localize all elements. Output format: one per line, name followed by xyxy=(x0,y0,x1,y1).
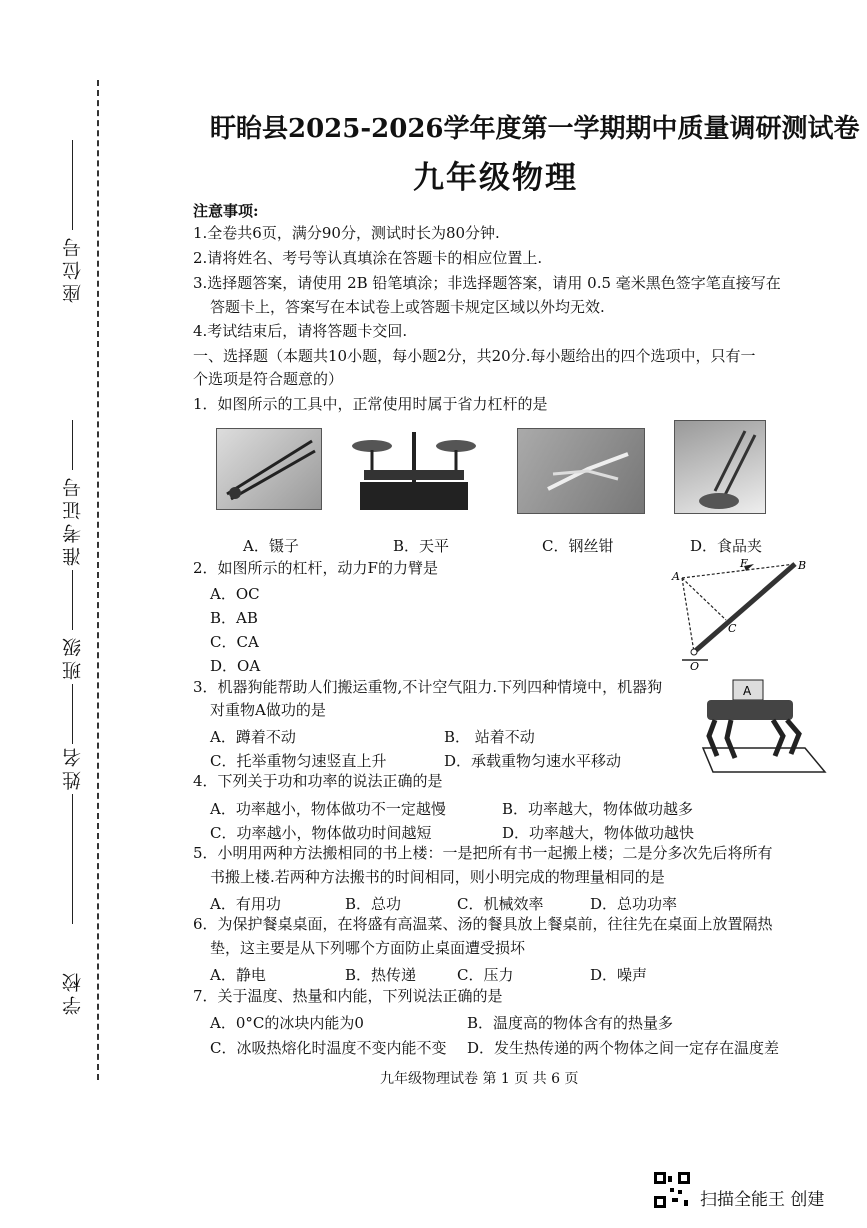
q2-option-d[interactable]: D．OA xyxy=(210,657,261,675)
pliers-image xyxy=(517,428,645,514)
label-o: O xyxy=(690,660,700,672)
tweezers-image xyxy=(216,428,322,510)
note-item: 2.请将姓名、考号等认真填涂在答题卡的相应位置上. xyxy=(193,249,543,267)
q1-stem: 1．如图所示的工具中，正常使用时属于省力杠杆的是 xyxy=(193,395,548,413)
q2-option-c[interactable]: C．CA xyxy=(210,633,259,651)
exam-subject: 九年级物理 xyxy=(413,160,578,196)
q1-option-c[interactable]: C．钢丝钳 xyxy=(542,537,614,555)
class-field[interactable] xyxy=(52,630,92,744)
box-label: A xyxy=(743,684,752,698)
seat-label: 座位号 xyxy=(61,234,84,303)
q6-option-a[interactable]: A．静电 xyxy=(210,966,266,984)
q5-stem: 5．小明用两种方法搬相同的书上楼：一是把所有书一起搬上楼；二是分多次先后将所有 xyxy=(193,844,773,862)
seat-field[interactable] xyxy=(52,140,92,307)
q2-option-a[interactable]: A．OC xyxy=(210,585,260,603)
qr-code-icon xyxy=(652,1170,692,1210)
q1-option-b[interactable]: B．天平 xyxy=(393,537,450,555)
q4-option-b[interactable]: B．功率越大，物体做功越多 xyxy=(502,800,694,818)
q3-option-d[interactable]: D．承载重物匀速水平移动 xyxy=(444,752,622,770)
q3-option-b[interactable]: B． 站着不动 xyxy=(444,728,535,746)
name-label: 姓名 xyxy=(61,744,84,790)
q2-option-b[interactable]: B．AB xyxy=(210,609,258,627)
q1-option-a[interactable]: A．镊子 xyxy=(243,537,299,555)
exam-title: 盱眙县2025-2026学年度第一学期期中质量调研测试卷 xyxy=(210,114,860,144)
scanner-watermark: 扫描全能王 创建 xyxy=(700,1190,825,1210)
school-label: 学校 xyxy=(61,969,84,1015)
note-item: 1.全卷共6页，满分90分，测试时长为80分钟. xyxy=(193,224,500,242)
q6-stem: 6．为保护餐桌桌面，在将盛有高温菜、汤的餐具放上餐桌前，往往先在桌面上放置隔热 xyxy=(193,915,773,933)
q7-option-d[interactable]: D．发生热传递的两个物体之间一定存在温度差 xyxy=(467,1039,780,1057)
q6-option-d[interactable]: D．噪声 xyxy=(590,966,648,984)
q7-option-a[interactable]: A．0°C的冰块内能为0 xyxy=(210,1014,364,1032)
q3-stem: 3．机器狗能帮助人们搬运重物,不计空气阻力.下列四种情境中，机器狗 xyxy=(193,678,663,696)
section-heading-cont: 个选项是符合题意的） xyxy=(193,370,344,388)
q5-option-d[interactable]: D．总功功率 xyxy=(590,895,678,913)
q6-option-b[interactable]: B．热传递 xyxy=(345,966,417,984)
robot-dog-image xyxy=(695,672,830,782)
label-c: C xyxy=(728,622,737,635)
q6-option-c[interactable]: C．压力 xyxy=(457,966,514,984)
q5-stem-cont: 书搬上楼.若两种方法搬书的时间相同，则小明完成的物理量相同的是 xyxy=(210,868,665,886)
q3-option-a[interactable]: A．蹲着不动 xyxy=(210,728,296,746)
q5-option-c[interactable]: C．机械效率 xyxy=(457,895,544,913)
q4-stem: 4．下列关于功和功率的说法正确的是 xyxy=(193,772,443,790)
q5-option-b[interactable]: B．总功 xyxy=(345,895,402,913)
label-b: B xyxy=(798,559,807,572)
balance-image xyxy=(350,426,478,514)
note-item: 4.考试结束后，请将答题卡交回. xyxy=(193,322,408,340)
note-item: 3.选择题答案，请使用 2B 铅笔填涂；非选择题答案，请用 0.5 毫米黑色签字笔直接写在 xyxy=(193,274,781,292)
q4-option-a[interactable]: A．功率越小，物体做功不一定越慢 xyxy=(210,800,446,818)
q1-option-d[interactable]: D．食品夹 xyxy=(690,537,763,555)
q3-option-c[interactable]: C．托举重物匀速竖直上升 xyxy=(210,752,387,770)
note-item: 答题卡上，答案写在本试卷上或答题卡规定区域以外均无效. xyxy=(210,298,605,316)
q7-option-b[interactable]: B．温度高的物体含有的热量多 xyxy=(467,1014,674,1032)
q3-stem-cont: 对重物A做功的是 xyxy=(210,701,326,719)
notes-heading: 注意事项: xyxy=(193,202,259,220)
q2-stem: 2．如图所示的杠杆，动力F的力臂是 xyxy=(193,559,438,577)
q5-option-a[interactable]: A．有用功 xyxy=(210,895,281,913)
binding-line xyxy=(97,80,99,1080)
school-field[interactable] xyxy=(52,965,92,1019)
page-footer: 九年级物理试卷 第 1 页 共 6 页 xyxy=(380,1071,579,1087)
food-tongs-image xyxy=(674,420,766,514)
exam-no-field[interactable] xyxy=(52,420,92,630)
lever-diagram xyxy=(660,552,820,672)
name-field[interactable] xyxy=(52,740,92,924)
q4-option-d[interactable]: D．功率越大，物体做功越快 xyxy=(502,824,695,842)
q7-option-c[interactable]: C．冰吸热熔化时温度不变内能不变 xyxy=(210,1039,447,1057)
q6-stem-cont: 垫，这主要是从下列哪个方面防止桌面遭受损坏 xyxy=(210,939,526,957)
exam-no-label: 准考证号 xyxy=(61,474,84,566)
label-a: A xyxy=(672,570,680,583)
q7-stem: 7．关于温度、热量和内能，下列说法正确的是 xyxy=(193,987,503,1005)
section-heading: 一、选择题（本题共10小题，每小题2分，共20分.每小题给出的四个选项中，只有一 xyxy=(193,347,756,365)
q4-option-c[interactable]: C．功率越小，物体做功时间越短 xyxy=(210,824,432,842)
class-label: 班级 xyxy=(61,634,84,680)
label-f: F xyxy=(740,557,748,570)
